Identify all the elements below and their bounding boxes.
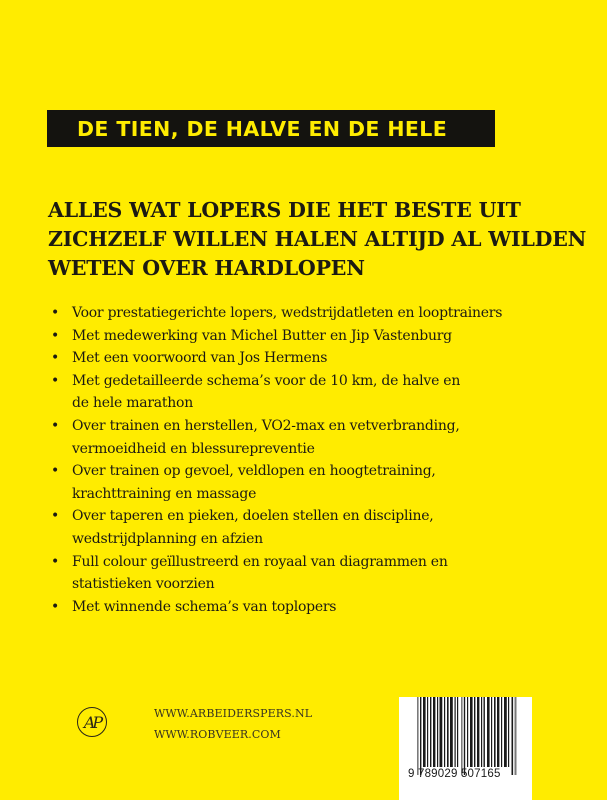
feature-text: Voor prestatiegerichte lopers, wedstrijdatleten en looptrainers [72, 305, 503, 321]
feature-text: Met medewerking van Michel Butter en Jip Vastenburg [72, 327, 452, 344]
bullet-icon: • [51, 508, 60, 525]
series-title: DE TIEN, DE HALVE EN DE HELE [77, 116, 448, 141]
feature-text: de hele marathon [72, 395, 193, 412]
feature-text: Full colour geïllustreerd en royaal van diagrammen en [72, 553, 448, 570]
publisher-links [154, 703, 312, 745]
publisher-logo-icon [77, 707, 107, 737]
bullet-icon: • [51, 417, 60, 434]
bullet-icon: • [51, 553, 60, 570]
feature-list [48, 302, 568, 618]
barcode [399, 697, 532, 800]
headline [48, 196, 588, 283]
isbn-number: 9 789029 507165 [408, 768, 501, 780]
feature-text: Met winnende schema’s van toplopers [72, 598, 337, 615]
publisher-logo-text: AP [83, 712, 101, 732]
bullet-icon: • [51, 598, 60, 615]
feature-text: statistieken voorzien [72, 576, 215, 593]
link-arbeiderspers[interactable]: WWW.ARBEIDERSPERS.NL [154, 707, 313, 720]
feature-text: Met gedetailleerde schema’s voor de 10 km, de halve en [72, 372, 461, 389]
title-bar [47, 110, 495, 147]
feature-item [48, 347, 568, 370]
feature-item [48, 551, 568, 596]
feature-text: Met een voorwoord van Jos Hermens [72, 350, 328, 367]
feature-item [48, 302, 568, 325]
bullet-icon: • [51, 350, 60, 367]
link-robveer[interactable]: WWW.ROBVEER.COM [154, 728, 281, 741]
bullet-icon: • [51, 372, 60, 389]
feature-item [48, 460, 568, 505]
headline-line-2: ZICHZELF WILLEN HALEN ALTIJD AL WILDEN [48, 227, 587, 251]
feature-text: Over taperen en pieken, doelen stellen en discipline, [72, 508, 434, 525]
feature-item [48, 325, 568, 348]
feature-item [48, 415, 568, 460]
feature-text: vermoeidheid en blessurepreventie [72, 440, 315, 457]
feature-text: krachttraining en massage [72, 485, 257, 502]
feature-text: Over trainen op gevoel, veldlopen en hoogtetraining, [72, 463, 436, 480]
headline-line-1: ALLES WAT LOPERS DIE HET BESTE UIT [48, 198, 521, 222]
feature-item [48, 596, 568, 619]
barcode-bars-icon [417, 697, 517, 775]
feature-text: wedstrijdplanning en afzien [72, 530, 263, 547]
feature-item [48, 370, 568, 415]
bullet-icon: • [51, 327, 60, 344]
bullet-icon: • [51, 305, 60, 321]
feature-text: Over trainen en herstellen, VO2-max en vetverbranding, [72, 417, 460, 434]
feature-item [48, 505, 568, 550]
bullet-icon: • [51, 463, 60, 480]
headline-line-3: WETEN OVER HARDLOPEN [48, 256, 365, 280]
